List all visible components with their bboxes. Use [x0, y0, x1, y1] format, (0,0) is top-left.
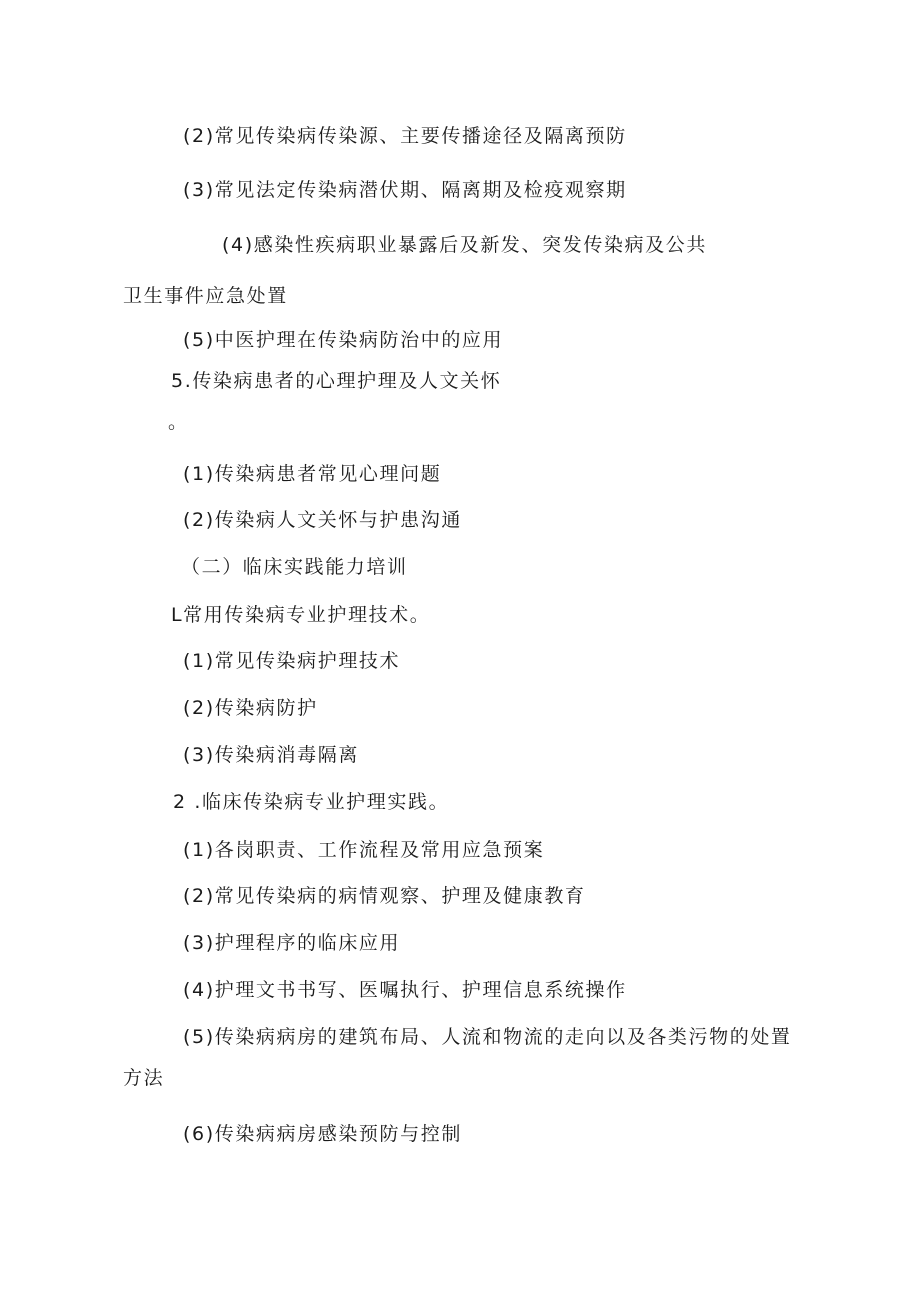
text-line: (4)护理文书书写、医嘱执行、护理信息系统操作 [183, 979, 627, 1001]
text-line: (3)护理程序的临床应用 [183, 932, 401, 954]
text-line: (6)传染病病房感染预防与控制 [183, 1123, 462, 1145]
text-line: 卫生事件应急处置 [123, 285, 288, 307]
text-line: 。 [168, 411, 189, 433]
text-line: (2)传染病防护 [183, 697, 318, 719]
text-line: 5.传染病患者的心理护理及人文关怀 [171, 370, 502, 392]
text-line: (2)常见传染病传染源、主要传播途径及隔离预防 [183, 125, 627, 147]
text-line: (2)常见传染病的病情观察、护理及健康教育 [183, 885, 586, 907]
text-line: (1)各岗职责、工作流程及常用应急预案 [183, 839, 545, 861]
text-line: 方法 [123, 1067, 165, 1089]
section-heading: （二）临床实践能力培训 [181, 556, 408, 578]
text-line: (3)传染病消毒隔离 [183, 744, 359, 766]
text-line: (1)传染病患者常见心理问题 [183, 463, 442, 485]
text-line: (5)传染病病房的建筑布局、人流和物流的走向以及各类污物的处置 [183, 1026, 792, 1048]
text-line: 2 .临床传染病专业护理实践。 [173, 791, 450, 813]
text-line: (5)中医护理在传染病防治中的应用 [183, 329, 504, 351]
text-line: (2)传染病人文关怀与护患沟通 [183, 509, 462, 531]
text-line: (1)常见传染病护理技术 [183, 650, 401, 672]
text-line: (3)常见法定传染病潜伏期、隔离期及检疫观察期 [183, 179, 627, 201]
text-line: L常用传染病专业护理技术。 [171, 604, 431, 626]
text-line: (4)感染性疾病职业暴露后及新发、突发传染病及公共 [222, 234, 707, 256]
